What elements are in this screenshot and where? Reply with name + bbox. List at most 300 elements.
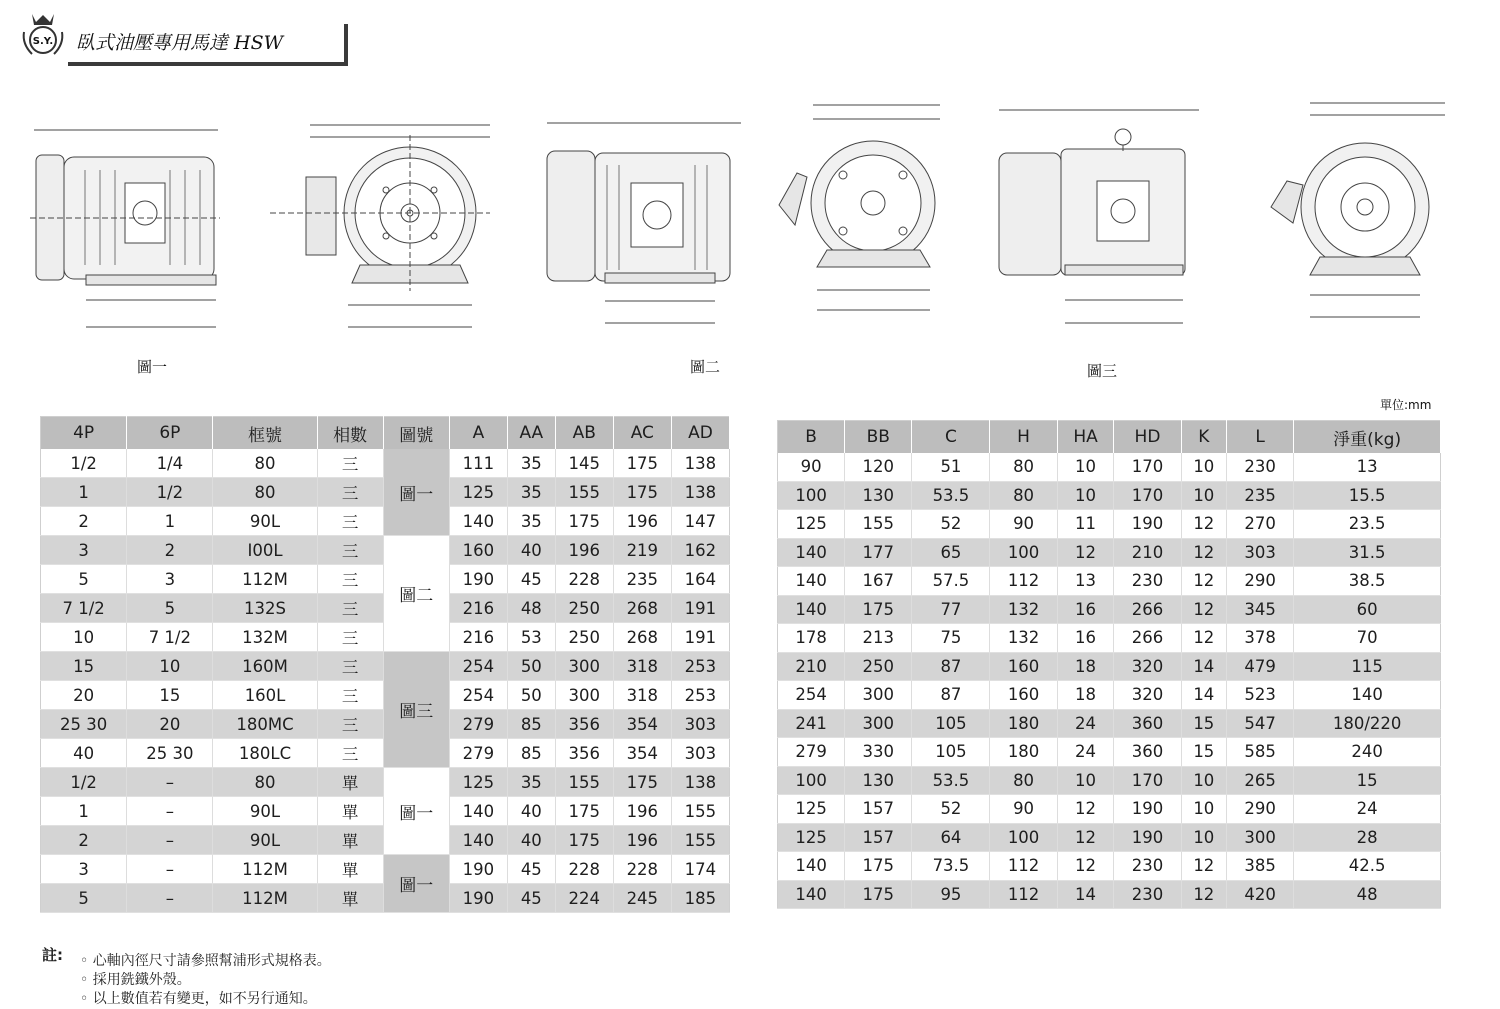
table-row <box>778 624 1441 653</box>
table-cell: 單 <box>317 768 383 797</box>
table-cell: 24 <box>1057 709 1114 738</box>
table-cell: 196 <box>613 826 671 855</box>
table-cell: 254 <box>449 681 507 710</box>
table-cell: 157 <box>845 823 912 852</box>
table-cell: 138 <box>671 449 729 478</box>
table-cell: 52 <box>912 795 990 824</box>
table-cell: 300 <box>1227 823 1294 852</box>
table-cell: 60 <box>1294 595 1441 624</box>
table-cell: 216 <box>449 623 507 652</box>
table-cell: 318 <box>613 652 671 681</box>
table-cell: 190 <box>1114 823 1181 852</box>
figure-2-drawing <box>545 115 745 335</box>
table-cell: 48 <box>1294 880 1441 909</box>
table-cell: 175 <box>845 852 912 881</box>
table-row <box>778 567 1441 596</box>
table-cell: 138 <box>671 478 729 507</box>
table-cell: 12 <box>1181 880 1226 909</box>
table-row <box>41 652 730 681</box>
table-cell: 51 <box>912 453 990 481</box>
table-cell: 175 <box>613 478 671 507</box>
table-cell: 547 <box>1227 709 1294 738</box>
table-cell: 170 <box>1114 766 1181 795</box>
table-cell: 175 <box>845 595 912 624</box>
table-cell: 24 <box>1294 795 1441 824</box>
table-row <box>778 852 1441 881</box>
table-cell: 87 <box>912 652 990 681</box>
table-cell: 70 <box>1294 624 1441 653</box>
table-cell: 5 <box>41 565 127 594</box>
column-header: BB <box>845 421 912 454</box>
table-cell: 228 <box>555 855 613 884</box>
table-cell: 三 <box>317 507 383 536</box>
table-cell: 180/220 <box>1294 709 1441 738</box>
table-row <box>778 738 1441 767</box>
table-cell: 三 <box>317 594 383 623</box>
table-cell: 268 <box>613 623 671 652</box>
table-cell: 290 <box>1227 795 1294 824</box>
table-cell: 111 <box>449 449 507 478</box>
table-row <box>41 855 730 884</box>
table-cell: 162 <box>671 536 729 565</box>
table-cell: 112 <box>990 567 1057 596</box>
table-cell: 125 <box>778 510 845 539</box>
column-header: AD <box>671 417 729 450</box>
table-row <box>778 510 1441 539</box>
table-cell: 180 <box>990 738 1057 767</box>
table-cell: 16 <box>1057 624 1114 653</box>
table-cell: 1 <box>127 507 213 536</box>
table-cell: 253 <box>671 681 729 710</box>
table-cell: 266 <box>1114 595 1181 624</box>
table-row <box>41 768 730 797</box>
table-cell: 303 <box>1227 538 1294 567</box>
table-cell: 單 <box>317 884 383 913</box>
table-cell: 140 <box>778 852 845 881</box>
brand-mark: S.Y. <box>32 36 54 47</box>
table-row <box>778 823 1441 852</box>
column-header: AA <box>507 417 555 450</box>
table-cell: 175 <box>845 880 912 909</box>
table-cell: 73.5 <box>912 852 990 881</box>
table-cell: 45 <box>507 855 555 884</box>
table-cell: 125 <box>778 823 845 852</box>
table-cell: 5 <box>127 594 213 623</box>
table-cell: 80 <box>213 768 317 797</box>
figure-2-label: 圖二 <box>690 358 721 376</box>
table-cell: 12 <box>1181 595 1226 624</box>
table-cell: 三 <box>317 449 383 478</box>
table-cell: 1/2 <box>41 449 127 478</box>
table-cell: 45 <box>507 565 555 594</box>
table-cell: 10 <box>1057 481 1114 510</box>
table-cell: 164 <box>671 565 729 594</box>
table-cell: 18 <box>1057 681 1114 710</box>
figure-number-cell: 圖一 <box>383 855 449 913</box>
figure-3-label: 圖三 <box>1087 362 1118 380</box>
table-cell: 356 <box>555 739 613 768</box>
column-header: HD <box>1114 421 1181 454</box>
column-header: 淨重(kg) <box>1294 421 1441 454</box>
table-cell: 250 <box>555 594 613 623</box>
figure-number-cell: 圖一 <box>383 449 449 536</box>
table-cell: 7 1/2 <box>127 623 213 652</box>
table-cell: 140 <box>778 595 845 624</box>
table-cell: 479 <box>1227 652 1294 681</box>
table-cell: 174 <box>671 855 729 884</box>
table-cell: 177 <box>845 538 912 567</box>
table-cell: 240 <box>1294 738 1441 767</box>
title-bar <box>68 24 348 66</box>
table-cell: 268 <box>613 594 671 623</box>
table-cell: – <box>127 855 213 884</box>
table-cell: 253 <box>671 652 729 681</box>
figure-1-drawing <box>30 115 500 345</box>
table-cell: 160 <box>990 652 1057 681</box>
table-cell: 105 <box>912 738 990 767</box>
table-cell: 80 <box>990 766 1057 795</box>
spec-table-right <box>777 420 1441 909</box>
notes-label: 註: <box>42 946 63 964</box>
table-cell: 90 <box>990 795 1057 824</box>
table-cell: 235 <box>1227 481 1294 510</box>
table-cell: 18 <box>1057 652 1114 681</box>
table-cell: 57.5 <box>912 567 990 596</box>
table-cell: 1 <box>41 797 127 826</box>
table-cell: 132M <box>213 623 317 652</box>
column-header: L <box>1227 421 1294 454</box>
table-cell: 112 <box>990 852 1057 881</box>
table-cell: 190 <box>449 855 507 884</box>
table-cell: 單 <box>317 855 383 884</box>
table-cell: 155 <box>555 768 613 797</box>
table-cell: 115 <box>1294 652 1441 681</box>
table-cell: 254 <box>449 652 507 681</box>
table-cell: 90 <box>778 453 845 481</box>
table-cell: 155 <box>555 478 613 507</box>
table-cell: 224 <box>555 884 613 913</box>
table-cell: 單 <box>317 797 383 826</box>
table-cell: 157 <box>845 795 912 824</box>
table-cell: 24 <box>1057 738 1114 767</box>
table-cell: 219 <box>613 536 671 565</box>
table-cell: 65 <box>912 538 990 567</box>
table-cell: – <box>127 797 213 826</box>
table-cell: 28 <box>1294 823 1441 852</box>
table-row <box>778 595 1441 624</box>
table-cell: 585 <box>1227 738 1294 767</box>
table-cell: 213 <box>845 624 912 653</box>
table-cell: 1 <box>41 478 127 507</box>
column-header: 4P <box>41 417 127 450</box>
table-cell: 167 <box>845 567 912 596</box>
table-cell: 360 <box>1114 738 1181 767</box>
column-header: HA <box>1057 421 1114 454</box>
brand-logo <box>18 10 68 60</box>
table-cell: 385 <box>1227 852 1294 881</box>
table-cell: 90L <box>213 507 317 536</box>
table-cell: 300 <box>845 681 912 710</box>
table-cell: 13 <box>1294 453 1441 481</box>
table-cell: 190 <box>1114 795 1181 824</box>
table-cell: 14 <box>1181 652 1226 681</box>
table-cell: 265 <box>1227 766 1294 795</box>
table-cell: 50 <box>507 681 555 710</box>
table-cell: 15 <box>127 681 213 710</box>
table-cell: 318 <box>613 681 671 710</box>
table-cell: 245 <box>613 884 671 913</box>
table-row <box>41 449 730 478</box>
table-cell: 77 <box>912 595 990 624</box>
table-cell: 138 <box>671 768 729 797</box>
table-cell: 12 <box>1057 538 1114 567</box>
table-cell: 180LC <box>213 739 317 768</box>
table-cell: 40 <box>507 797 555 826</box>
table-cell: I00L <box>213 536 317 565</box>
table-cell: 230 <box>1227 453 1294 481</box>
table-cell: 120 <box>845 453 912 481</box>
table-cell: 216 <box>449 594 507 623</box>
table-cell: 132 <box>990 595 1057 624</box>
table-cell: 300 <box>555 681 613 710</box>
table-cell: 241 <box>778 709 845 738</box>
table-cell: 20 <box>41 681 127 710</box>
table-cell: 10 <box>1057 766 1114 795</box>
table-row <box>778 681 1441 710</box>
table-cell: 125 <box>778 795 845 824</box>
table-cell: 25 30 <box>41 710 127 739</box>
table-cell: 147 <box>671 507 729 536</box>
table-cell: 42.5 <box>1294 852 1441 881</box>
table-cell: 356 <box>555 710 613 739</box>
table-cell: 360 <box>1114 709 1181 738</box>
table-cell: 160 <box>990 681 1057 710</box>
figure-1-label: 圖一 <box>137 358 168 376</box>
table-cell: 80 <box>990 453 1057 481</box>
table-cell: 10 <box>1181 453 1226 481</box>
table-cell: – <box>127 768 213 797</box>
table-cell: 40 <box>41 739 127 768</box>
table-cell: 112M <box>213 565 317 594</box>
column-header: B <box>778 421 845 454</box>
table-cell: 132 <box>990 624 1057 653</box>
table-cell: 1/4 <box>127 449 213 478</box>
table-cell: 100 <box>990 823 1057 852</box>
table-cell: 279 <box>449 739 507 768</box>
table-cell: 140 <box>449 797 507 826</box>
column-header: 相數 <box>317 417 383 450</box>
table-cell: 196 <box>613 507 671 536</box>
table-cell: 三 <box>317 681 383 710</box>
table-cell: – <box>127 826 213 855</box>
table-row <box>778 481 1441 510</box>
table-cell: 270 <box>1227 510 1294 539</box>
table-cell: 14 <box>1057 880 1114 909</box>
table-cell: 53.5 <box>912 766 990 795</box>
table-cell: 140 <box>1294 681 1441 710</box>
table-cell: 10 <box>1181 823 1226 852</box>
table-row <box>778 766 1441 795</box>
table-cell: 235 <box>613 565 671 594</box>
table-cell: 10 <box>41 623 127 652</box>
table-cell: 35 <box>507 768 555 797</box>
table-cell: 254 <box>778 681 845 710</box>
table-cell: 230 <box>1114 880 1181 909</box>
table-cell: 303 <box>671 710 729 739</box>
table-cell: 35 <box>507 449 555 478</box>
column-header: H <box>990 421 1057 454</box>
table-cell: 345 <box>1227 595 1294 624</box>
table-cell: 354 <box>613 739 671 768</box>
table-cell: 12 <box>1057 823 1114 852</box>
table-cell: 100 <box>778 766 845 795</box>
table-cell: 2 <box>41 507 127 536</box>
table-cell: 190 <box>449 565 507 594</box>
table-cell: 40 <box>507 826 555 855</box>
table-cell: 100 <box>778 481 845 510</box>
table-cell: 95 <box>912 880 990 909</box>
table-cell: 三 <box>317 652 383 681</box>
table-cell: 90 <box>990 510 1057 539</box>
table-cell: 140 <box>449 826 507 855</box>
table-cell: 三 <box>317 565 383 594</box>
table-cell: 140 <box>778 567 845 596</box>
table-cell: 10 <box>127 652 213 681</box>
table-cell: 230 <box>1114 852 1181 881</box>
column-header: A <box>449 417 507 450</box>
table-cell: 330 <box>845 738 912 767</box>
table-cell: 64 <box>912 823 990 852</box>
table-cell: 12 <box>1181 567 1226 596</box>
column-header: 框號 <box>213 417 317 450</box>
table-cell: 三 <box>317 739 383 768</box>
table-cell: 112M <box>213 855 317 884</box>
table-cell: 250 <box>845 652 912 681</box>
table-cell: 196 <box>613 797 671 826</box>
table-row <box>778 453 1441 481</box>
column-header: AC <box>613 417 671 450</box>
column-header: 6P <box>127 417 213 450</box>
table-cell: 185 <box>671 884 729 913</box>
table-cell: 15 <box>1181 738 1226 767</box>
table-cell: 170 <box>1114 481 1181 510</box>
note-item: ◦ 採用銑鐵外殼。 <box>80 971 331 990</box>
table-cell: 75 <box>912 624 990 653</box>
table-cell: 90L <box>213 797 317 826</box>
figure-number-cell: 圖一 <box>383 768 449 855</box>
table-cell: 10 <box>1181 766 1226 795</box>
table-cell: 160M <box>213 652 317 681</box>
table-cell: 140 <box>449 507 507 536</box>
table-cell: 230 <box>1114 567 1181 596</box>
table-cell: 12 <box>1181 510 1226 539</box>
table-cell: 2 <box>41 826 127 855</box>
table-cell: 12 <box>1181 852 1226 881</box>
note-item: ◦ 心軸內徑尺寸請參照幫浦形式規格表。 <box>80 952 331 971</box>
table-cell: 155 <box>671 826 729 855</box>
table-row <box>41 536 730 565</box>
table-cell: 175 <box>613 449 671 478</box>
table-row <box>778 880 1441 909</box>
table-cell: 三 <box>317 710 383 739</box>
table-cell: 140 <box>778 538 845 567</box>
table-cell: 2 <box>127 536 213 565</box>
table-row <box>778 795 1441 824</box>
table-cell: 80 <box>990 481 1057 510</box>
table-cell: 279 <box>778 738 845 767</box>
table-cell: 12 <box>1057 795 1114 824</box>
table-cell: 85 <box>507 739 555 768</box>
table-cell: 53.5 <box>912 481 990 510</box>
table-cell: 320 <box>1114 652 1181 681</box>
table-cell: 160 <box>449 536 507 565</box>
table-cell: 190 <box>449 884 507 913</box>
table-cell: 13 <box>1057 567 1114 596</box>
spec-table-left <box>40 416 730 913</box>
table-row <box>778 652 1441 681</box>
table-cell: 15 <box>1181 709 1226 738</box>
figure-3-drawing <box>775 95 1460 335</box>
table-cell: 180MC <box>213 710 317 739</box>
table-cell: 191 <box>671 594 729 623</box>
table-cell: 112 <box>990 880 1057 909</box>
table-cell: 90L <box>213 826 317 855</box>
table-cell: 175 <box>555 507 613 536</box>
table-cell: 1/2 <box>41 768 127 797</box>
table-cell: 52 <box>912 510 990 539</box>
table-cell: 53 <box>507 623 555 652</box>
table-cell: 3 <box>41 855 127 884</box>
table-cell: 300 <box>555 652 613 681</box>
table-cell: 15 <box>41 652 127 681</box>
table-cell: 20 <box>127 710 213 739</box>
table-cell: 279 <box>449 710 507 739</box>
table-cell: 12 <box>1181 624 1226 653</box>
table-cell: 378 <box>1227 624 1294 653</box>
table-cell: 170 <box>1114 453 1181 481</box>
table-cell: 10 <box>1181 795 1226 824</box>
table-row <box>778 538 1441 567</box>
table-cell: 175 <box>555 797 613 826</box>
table-cell: 23.5 <box>1294 510 1441 539</box>
column-header: AB <box>555 417 613 450</box>
table-cell: 16 <box>1057 595 1114 624</box>
table-cell: – <box>127 884 213 913</box>
table-cell: 三 <box>317 478 383 507</box>
table-cell: 132S <box>213 594 317 623</box>
table-cell: 303 <box>671 739 729 768</box>
table-cell: 50 <box>507 652 555 681</box>
table-cell: 130 <box>845 481 912 510</box>
table-cell: 354 <box>613 710 671 739</box>
table-cell: 196 <box>555 536 613 565</box>
figure-number-cell: 圖二 <box>383 536 449 652</box>
table-cell: 140 <box>778 880 845 909</box>
note-item: ◦ 以上數值若有變更，如不另行通知。 <box>80 990 331 1009</box>
table-cell: 12 <box>1181 538 1226 567</box>
table-row <box>778 709 1441 738</box>
column-header: 圖號 <box>383 417 449 450</box>
table-cell: 85 <box>507 710 555 739</box>
table-cell: 250 <box>555 623 613 652</box>
table-cell: 155 <box>845 510 912 539</box>
table-cell: 38.5 <box>1294 567 1441 596</box>
table-cell: 12 <box>1057 852 1114 881</box>
page-title: 臥式油壓專用馬達 HSW <box>76 32 284 54</box>
table-cell: 190 <box>1114 510 1181 539</box>
table-cell: 191 <box>671 623 729 652</box>
table-cell: 15.5 <box>1294 481 1441 510</box>
